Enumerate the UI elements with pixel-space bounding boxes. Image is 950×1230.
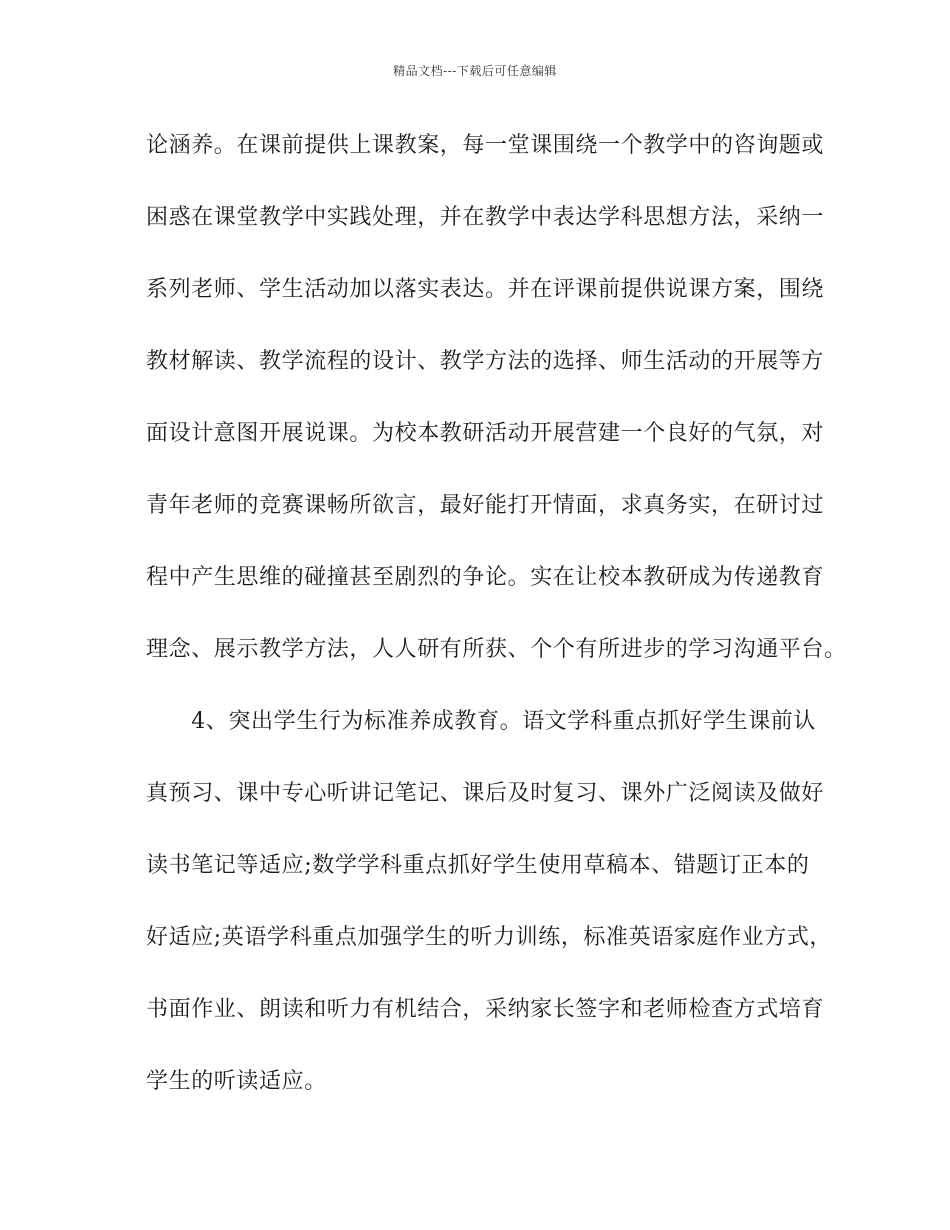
page-header: 精品文档---下载后可任意编辑 xyxy=(393,64,557,78)
text-line: 教材解读、教学流程的设计、教学方法的选择、师生活动的开展等方 xyxy=(146,349,825,374)
text-line: 困惑在课堂教学中实践处理，并在教学中表达学科思想方法，采纳一 xyxy=(146,205,825,230)
text-line: 好适应;英语学科重点加强学生的听力训练，标准英语家庭作业方式， xyxy=(146,925,833,950)
text-line: 读书笔记等适应;数学学科重点抓好学生使用草稿本、错题订正本的 xyxy=(146,853,810,878)
document-body xyxy=(146,126,847,1134)
text-line: 书面作业、朗读和听力有机结合，采纳家长签字和老师检查方式培育 xyxy=(146,997,825,1022)
text-line: 学生的听读适应。 xyxy=(146,1069,327,1094)
text-line: 真预习、课中专心听讲记笔记、课后及时复习、课外广泛阅读及做好 xyxy=(146,781,825,806)
text-line: 面设计意图开展说课。为校本教研活动开展营建一个良好的气氛，对 xyxy=(146,421,825,446)
text-line: 程中产生思维的碰撞甚至剧烈的争论。实在让校本教研成为传递教育 xyxy=(146,565,825,590)
text-line: 系列老师、学生活动加以落实表达。并在评课前提供说课方案，围绕 xyxy=(146,277,825,302)
text-line: 理念、展示教学方法，人人研有所获、个个有所进步的学习沟通平台。 xyxy=(146,637,847,662)
text-line: 青年老师的竞赛课畅所欲言，最好能打开情面，求真务实，在研讨过 xyxy=(146,493,825,518)
text-line: 论涵养。在课前提供上课教案，每一堂课围绕一个教学中的咨询题或 xyxy=(146,133,825,158)
paragraph-start-line: 4、突出学生行为标准养成教育。语文学科重点抓好学生课前认 xyxy=(146,709,816,734)
